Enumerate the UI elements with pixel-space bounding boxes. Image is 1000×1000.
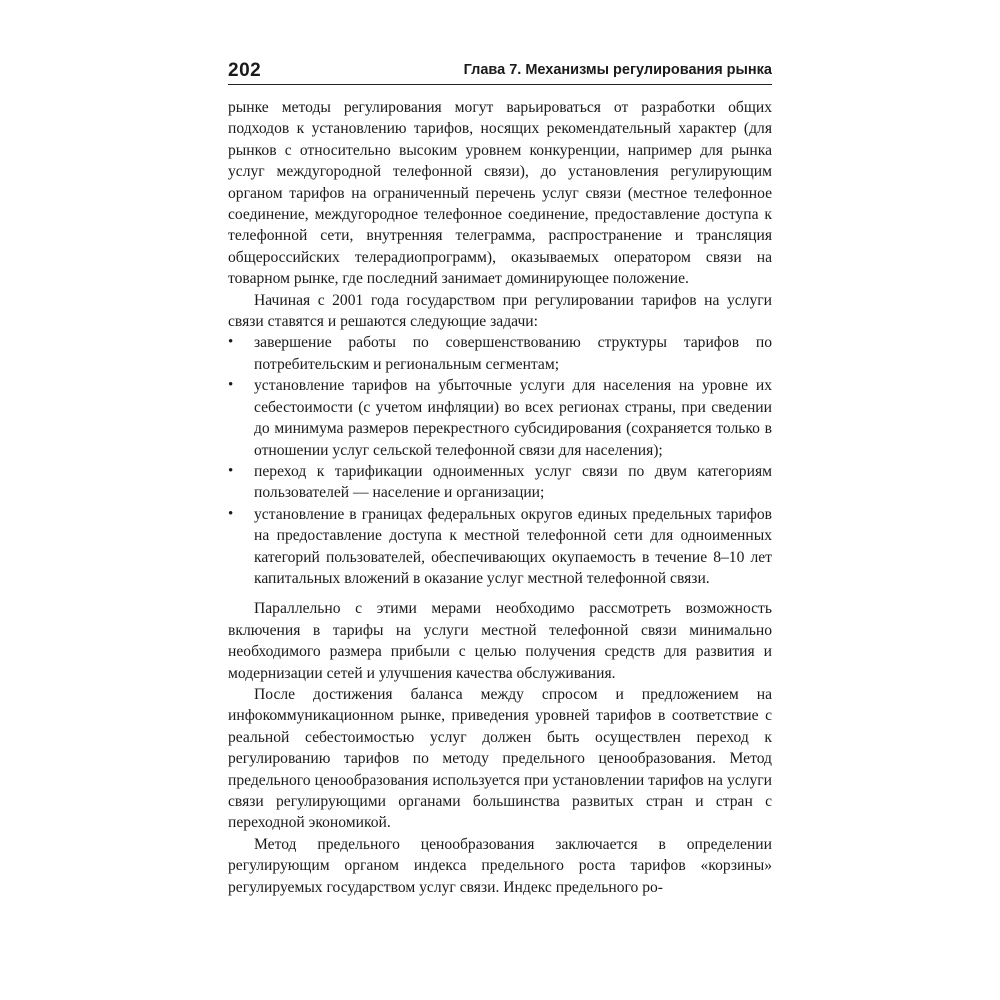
paragraph: Метод предельного ценообразования заключается в определении регулирующим органом индекса предельного роста тарифов «корзины» регулируемых государством услуг связи. Индекс предельного ро- (228, 835, 772, 896)
paragraph: Начиная с 2001 года государством при регулировании тарифов на услуги связи ставятся и решаются следующие задачи: (228, 291, 772, 331)
list-item (228, 504, 772, 590)
paragraph: После достижения баланса между спросом и предложением на инфокоммуникационном рынке, приведения уровней тарифов в соответствие с реальной себестоимостью услуг должен быть осуществлен переход к регулированию тарифов по методу предельного ценообразования. Метод предельного ценообразования используется при установлении тарифов на услуги связи регулирующими органами большинства развитых стран и стран с переходной экономикой. (228, 685, 772, 832)
list-item-text: завершение работы по совершенствованию структуры тарифов по потребительским и региональным сегментам; (254, 334, 772, 373)
paragraph: Параллельно с этими мерами необходимо рассмотреть возможность включения в тарифы на услуги местной телефонной связи минимально необходимого размера прибыли с целью получения средств для развития и модернизации сетей и улучшения качества обслуживания. (228, 600, 772, 682)
page-number: 202 (228, 60, 262, 81)
list-item-text: установление тарифов на убыточные услуги для населения на уровне их себестоимости (с учетом инфляции) во всех регионах страны, при сведении до минимума размеров перекрестного субсидирования (сохраняется только в отношении услуг сельской телефонной связи для населения); (254, 377, 772, 459)
list-item-text: установление в границах федеральных округов единых предельных тарифов на предоставление доступа к местной телефонной сети для одноименных категорий пользователей, обеспечивающих окупаемость в течение 8–10 лет капитальных вложений в оказание услуг местной телефонной связи. (254, 505, 772, 587)
body-text (228, 97, 772, 898)
bullet-icon: • (228, 334, 234, 351)
spacer (228, 589, 772, 598)
list-item (228, 332, 772, 375)
paragraph: рынке методы регулирования могут варьироваться от разработки общих подходов к установлению тарифов, носящих рекомендательный характер (для рынков с относительно высоким уровнем конкуренции, например для рынка услуг междугородной телефонной связи), до установления регулирующим органом тарифов на ограниченный перечень услуг связи (местное телефонное соединение, междугородное телефонное соединение, предоставление доступа к телефонной сети, внутренняя телеграмма, распространение и трансляция общероссийских телерадиопрограмм), оказываемых оператором связи на товарном рынке, где последний занимает доминирующее положение. (228, 99, 772, 288)
bullet-icon: • (228, 505, 234, 522)
bullet-icon: • (228, 377, 234, 394)
list-item (228, 375, 772, 461)
chapter-title: Глава 7. Механизмы регулирования рынка (463, 62, 772, 78)
list-item (228, 461, 772, 504)
running-header (228, 58, 772, 84)
task-list (228, 332, 772, 589)
header-rule (228, 84, 772, 85)
list-item-text: переход к тарификации одноименных услуг связи по двум категориям пользователей — население и организации; (254, 462, 772, 502)
bullet-icon: • (228, 462, 234, 479)
